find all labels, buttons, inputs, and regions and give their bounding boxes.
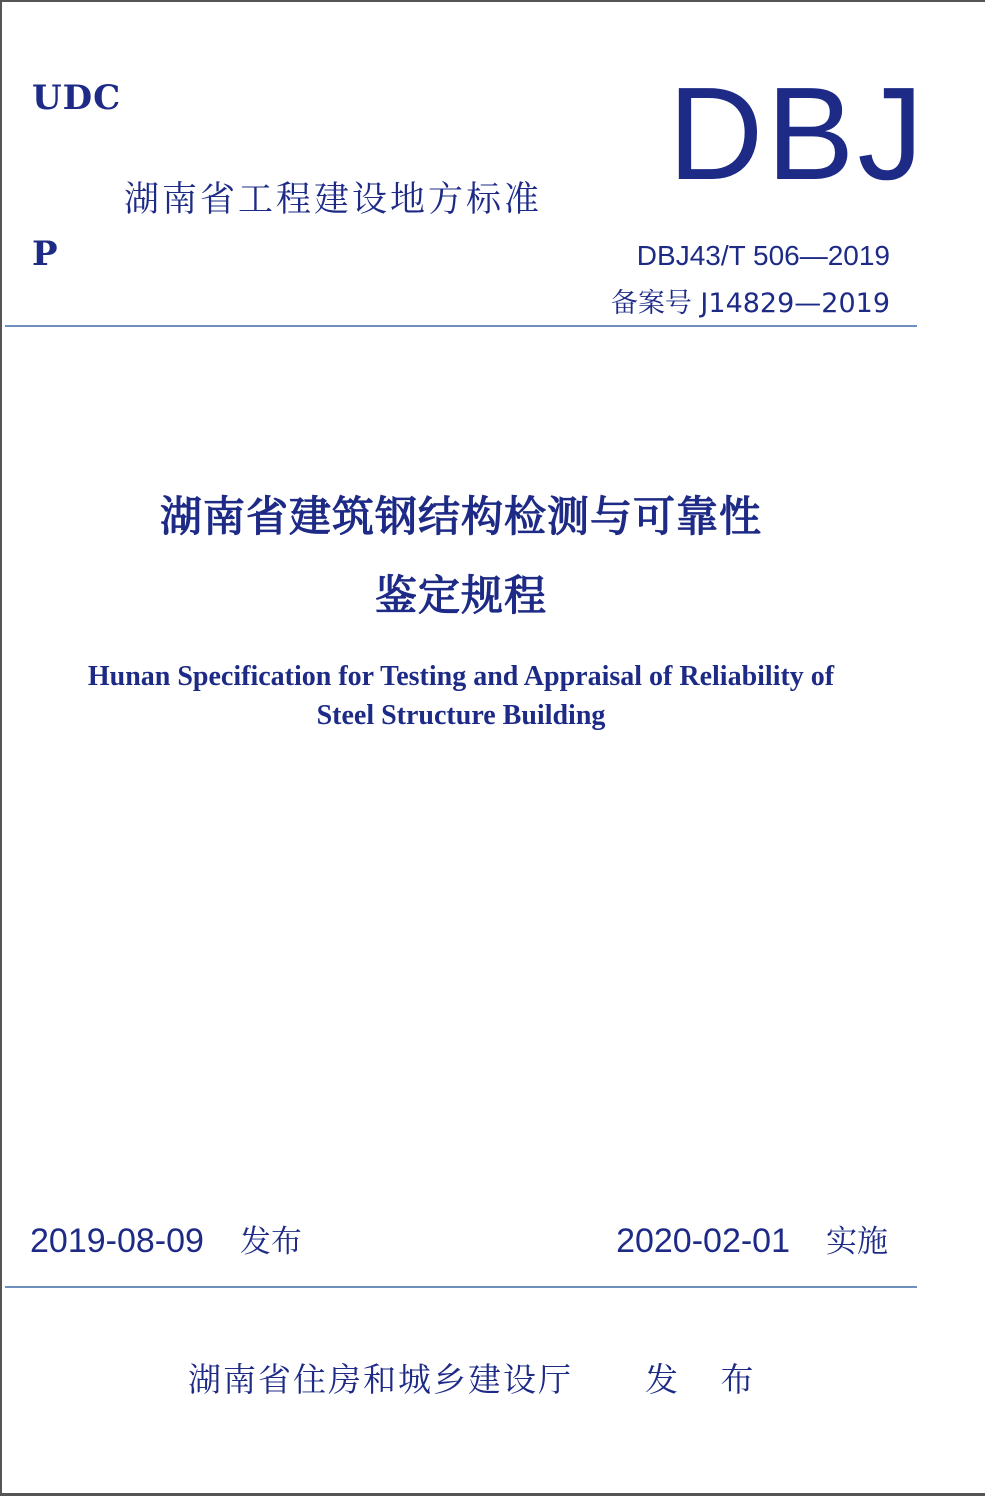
publisher-block: [188, 1354, 770, 1401]
title-en-line2: Steel Structure Building: [316, 700, 606, 731]
issue-date: 2019-08-09: [30, 1222, 204, 1260]
implement-date: 2020-02-01: [616, 1222, 790, 1260]
title-cn-line2: 鉴定规程: [374, 571, 547, 620]
footer-divider: [5, 1286, 917, 1288]
publish-action: 发 布: [645, 1360, 770, 1399]
standard-series-logo: DBJ: [668, 60, 927, 207]
page-border-left: [0, 0, 2, 1496]
p-classification: P: [32, 234, 58, 274]
issue-label: 发布: [239, 1224, 302, 1260]
standard-number: DBJ43/T 506—2019: [636, 240, 890, 271]
page-border-top: [0, 0, 985, 2]
header-divider: [5, 325, 917, 327]
local-standard-label: 湖南省工程建设地方标准: [124, 180, 543, 220]
record-number: 备案号 J14829—2019: [610, 288, 890, 319]
title-cn-line1: 湖南省建筑钢结构检测与可靠性: [159, 492, 762, 541]
implement-label: 实施: [826, 1224, 888, 1260]
udc-label: UDC: [32, 78, 122, 118]
title-en-line1: Hunan Specification for Testing and Appraisal of Reliability of: [87, 661, 835, 692]
implement-date-block: [616, 1216, 888, 1261]
publisher-name: 湖南省住房和城乡建设厅: [188, 1360, 573, 1399]
issue-date-block: [30, 1216, 302, 1261]
